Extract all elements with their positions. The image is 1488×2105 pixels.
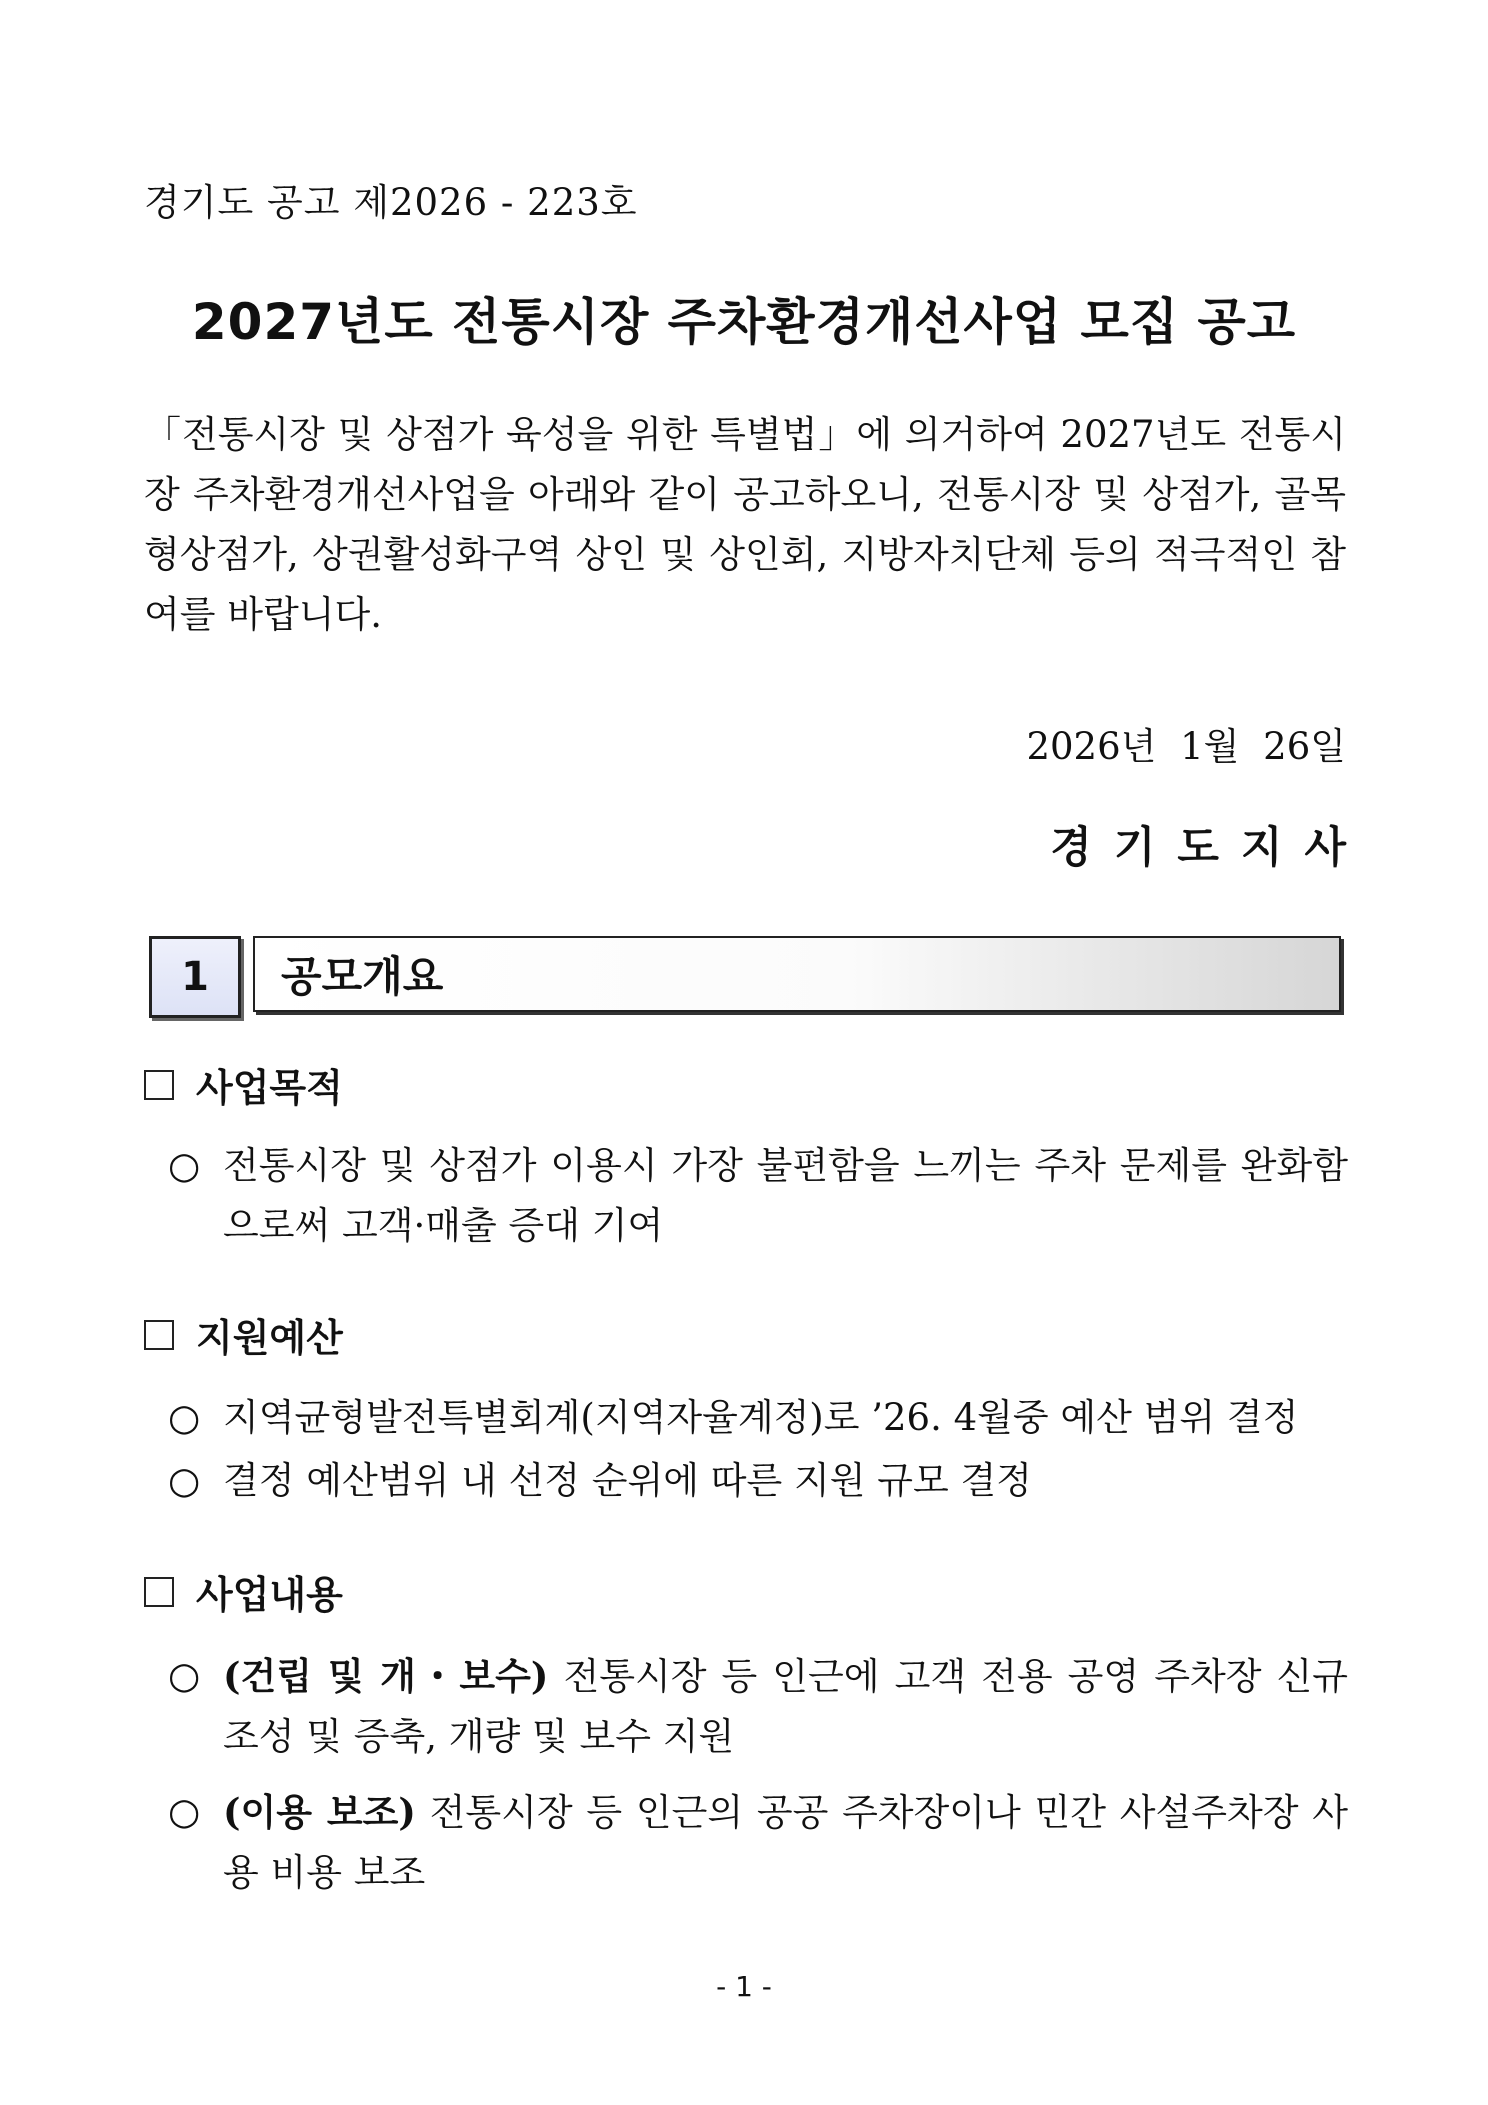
- checkbox-square-icon: [144, 1070, 174, 1100]
- list-item-body: 전통시장 등 인근에 고객 전용 공영 주차장 신규 조성 및 증축, 개량 및 보수 지원: [223, 1655, 1348, 1758]
- heading-content: [144, 1564, 343, 1619]
- intro-paragraph: 「전통시장 및 상점가 육성을 위한 특별법」에 의거하여 2027년도 전통시장 주차환경개선사업을 아래와 같이 공고하오니, 전통시장 및 상점가, 골목형상점가, 상권활성화구역 상인 및 상인회, 지방자치단체 등의 적극적인 참여를 바랍니다.: [144, 413, 1346, 636]
- page-number: - 1 -: [716, 1970, 772, 2003]
- list-item: [168, 1782, 1348, 1903]
- list-item: [168, 1388, 1348, 1448]
- announcement-date: 2026년 1월 26일: [1026, 725, 1346, 768]
- list-item-text: 전통시장 및 상점가 이용시 가장 불편함을 느끼는 주차 문제를 완화함으로써 고객·매출 증대 기여: [223, 1144, 1348, 1247]
- list-item: [168, 1136, 1348, 1256]
- list-item-text: 지역균형발전특별회계(지역자율계정)로 ’26. 4월중 예산 범위 결정: [223, 1396, 1299, 1439]
- notice-number: 경기도 공고 제2026 - 223호: [144, 181, 638, 224]
- circle-bullet-icon: ○: [168, 1459, 201, 1502]
- circle-bullet-icon: ○: [168, 1144, 201, 1187]
- list-item-label: (건립 및 개・보수): [223, 1654, 549, 1698]
- list-item-body: 전통시장 등 인근의 공공 주차장이나 민간 사설주차장 사용 비용 보조: [223, 1791, 1348, 1894]
- heading-budget: [144, 1307, 343, 1362]
- checkbox-square-icon: [144, 1577, 174, 1607]
- heading-purpose-label: 사업목적: [196, 1066, 343, 1110]
- list-item: [168, 1451, 1348, 1511]
- list-item-text: [168, 1782, 1348, 1903]
- section-title: 공모개요: [253, 936, 1341, 1012]
- circle-bullet-icon: ○: [168, 1396, 201, 1439]
- issuer: 경기도지사: [1050, 823, 1368, 873]
- heading-purpose: [144, 1057, 343, 1112]
- heading-content-label: 사업내용: [196, 1573, 343, 1617]
- section-number: 1: [149, 936, 241, 1018]
- list-item: [168, 1646, 1348, 1767]
- circle-bullet-icon: ○: [168, 1654, 201, 1697]
- list-item-text: [168, 1646, 1348, 1767]
- document-title: 2027년도 전통시장 주차환경개선사업 모집 공고: [191, 293, 1297, 351]
- list-item-text: 결정 예산범위 내 선정 순위에 따른 지원 규모 결정: [223, 1459, 1032, 1502]
- list-item-label: (이용 보조): [223, 1790, 416, 1834]
- circle-bullet-icon: ○: [168, 1790, 201, 1833]
- checkbox-square-icon: [144, 1320, 174, 1350]
- heading-budget-label: 지원예산: [196, 1316, 343, 1360]
